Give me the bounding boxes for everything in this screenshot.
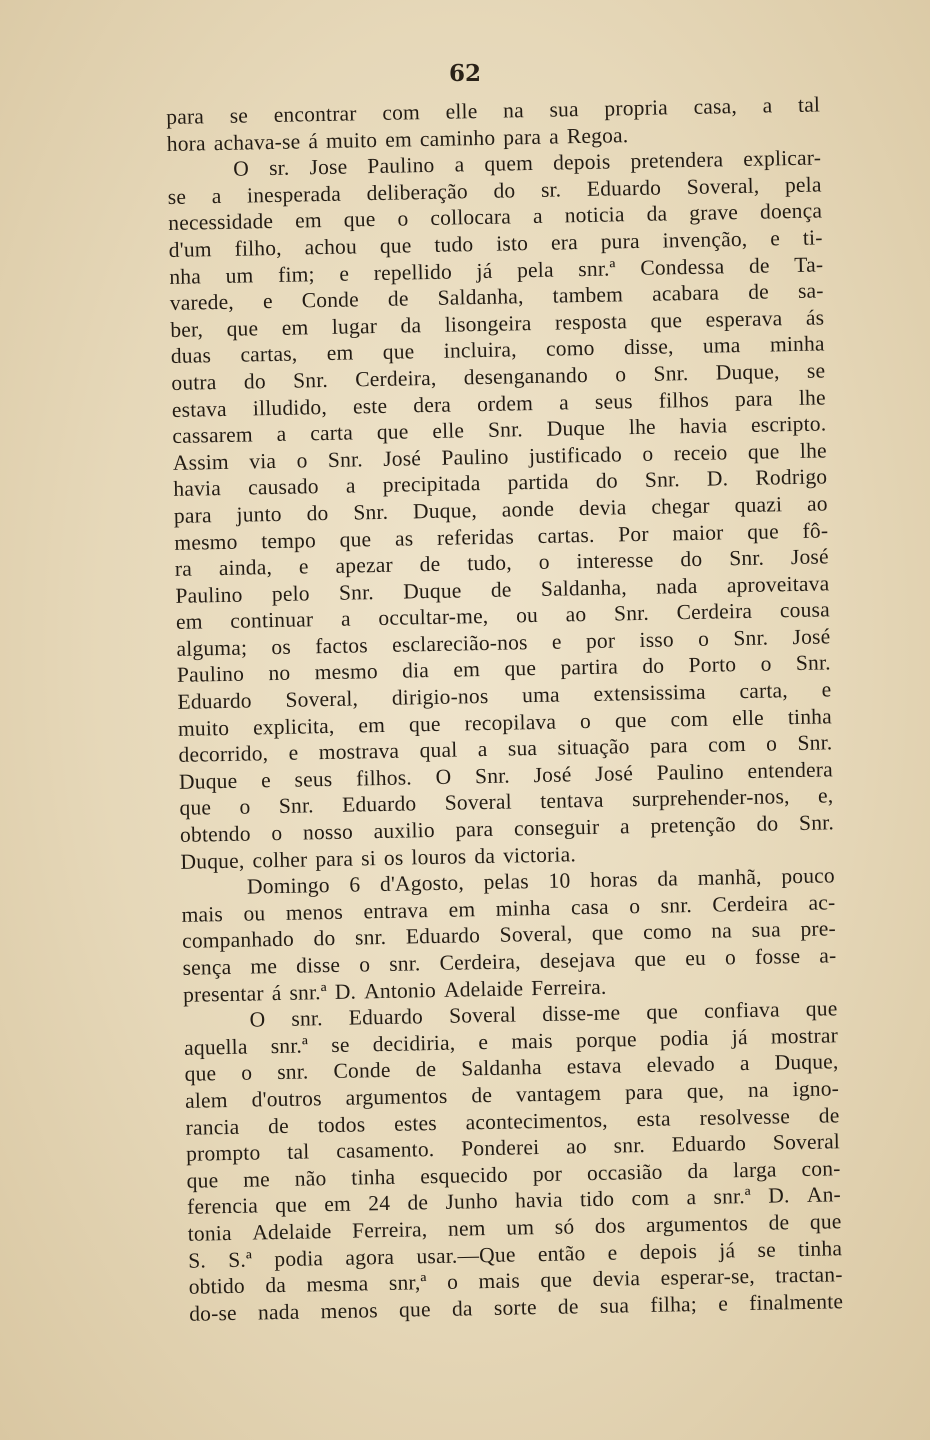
text-line: para junto do Snr. Duque, aonde devia chegar quazi ao [173, 491, 828, 528]
text-line: mais ou menos entrava em minha casa o snr. Cerdeira ac- [181, 890, 836, 927]
text-line: ra ainda, e apezar de tudo, o interesse do Snr. José [174, 544, 829, 582]
text-line: outra do Snr. Cerdeira, desenganando o Snr. Duque, se [171, 358, 826, 395]
text-line: Duque, colher para si os louros da victoria. [180, 841, 577, 874]
text-line: prompto tal casamento. Ponderei ao snr. Eduardo Soveral [185, 1129, 841, 1166]
body-text [166, 91, 843, 1327]
text-line: se a inesperada deliberação do sr. Eduardo Soveral, pela [167, 172, 822, 209]
text-line: alguma; os factos esclarecião-nos e por isso o Snr. José [176, 624, 831, 661]
text-line: d'um filho, achou que tudo isto era pura invenção, e ti- [168, 225, 823, 262]
text-line: que o Snr. Eduardo Soveral tentava surprehender-nos, e, [179, 783, 834, 821]
text-line: companhado do snr. Eduardo Soveral, que como na sua pre- [181, 916, 837, 954]
text-line: Eduardo Soveral, dirigio-nos uma extensissima carta, e [177, 677, 832, 714]
text-line: varede, e Conde de Saldanha, tambem acabara de sa- [169, 278, 824, 316]
text-line: havia causado a precipitada partida do Snr. D. Rodrigo [173, 464, 828, 502]
text-line: nha um fim; e repellido já pela snr.ª Condessa de Ta- [169, 251, 824, 289]
text-line: em continuar a occultar-me, ou ao Snr. Cerdeira cousa [175, 597, 831, 635]
text-line: hora achava-se á muito em caminho para a Regoa. [166, 122, 629, 156]
text-line: duas cartas, em que incluira, como disse, uma minha [170, 331, 825, 369]
text-line: decorrido, e mostrava qual a sua situação para com o Snr. [178, 730, 833, 768]
text-line: do-se nada menos que da sorte de sua filha; e finalmente [188, 1288, 844, 1326]
text-line: S. S.ª podia agora usar.—Que então e depois já se tinha [187, 1235, 843, 1273]
text-line: Paulino no mesmo dia em que partira do Porto o Snr. [176, 650, 831, 688]
text-line: mesmo tempo que as referidas cartas. Por maior que fô- [174, 517, 829, 555]
text-line: que me não tinha esquecido por occasião da larga con- [186, 1155, 841, 1193]
text-line: muito explicita, em que recopilava o que com elle tinha [177, 703, 833, 741]
text-line: O sr. Jose Paulino a quem depois pretendera explicar- [233, 145, 822, 181]
text-line: obtido da mesma snr,ª o mais que devia esperar-se, tractan- [188, 1262, 843, 1299]
text-line: Paulino pelo Snr. Duque de Saldanha, nada aproveitava [175, 571, 830, 608]
text-line: rancia de todos estes acontecimentos, esta resolvesse de [185, 1102, 840, 1140]
text-line: Assim via o Snr. José Paulino justificado o receio que lhe [172, 438, 827, 475]
text-line: Duque e seus filhos. O Snr. José José Paulino entendera [178, 757, 834, 794]
page-number: 62 [448, 60, 481, 87]
text-line: ber, que em lugar da lisongeira resposta que esperava ás [170, 305, 825, 342]
text-line: obtendo o nosso auxilio para conseguir a pretenção do Snr. [179, 810, 835, 847]
text-line: sença me disse o snr. Cerdeira, desejava que eu o fosse a- [182, 943, 837, 980]
text-line: O snr. Eduardo Soveral disse-me que confiava que [249, 996, 838, 1032]
text-line: que o snr. Conde de Saldanha estava elevado a Duque, [184, 1049, 839, 1087]
text-line: Domingo 6 d'Agosto, pelas 10 horas da manhã, pouco [246, 863, 836, 899]
text-line: tonia Adelaide Ferreira, nem um só dos argumentos de que [187, 1209, 842, 1246]
text-line: necessidade em que o collocara a noticia da grave doença [168, 198, 823, 236]
text-line: aquella snr.ª se decidiria, e mais porque podia já mostrar [183, 1023, 839, 1060]
text-line: para se encontrar com elle na sua propria casa, a tal [166, 92, 821, 129]
text-line: presentar á snr.ª D. Antonio Adelaide Ferreira. [182, 974, 607, 1007]
text-line: estava illudido, este dera ordem a seus filhos para lhe [171, 384, 826, 422]
text-line: ferencia que em 24 de Junho havia tido com a snr.ª D. An- [186, 1182, 842, 1220]
text-line: alem d'outros argumentos de vantagem para que, na igno- [184, 1076, 840, 1113]
text-line: cassarem a carta que elle Snr. Duque lhe havia escripto. [172, 411, 827, 449]
